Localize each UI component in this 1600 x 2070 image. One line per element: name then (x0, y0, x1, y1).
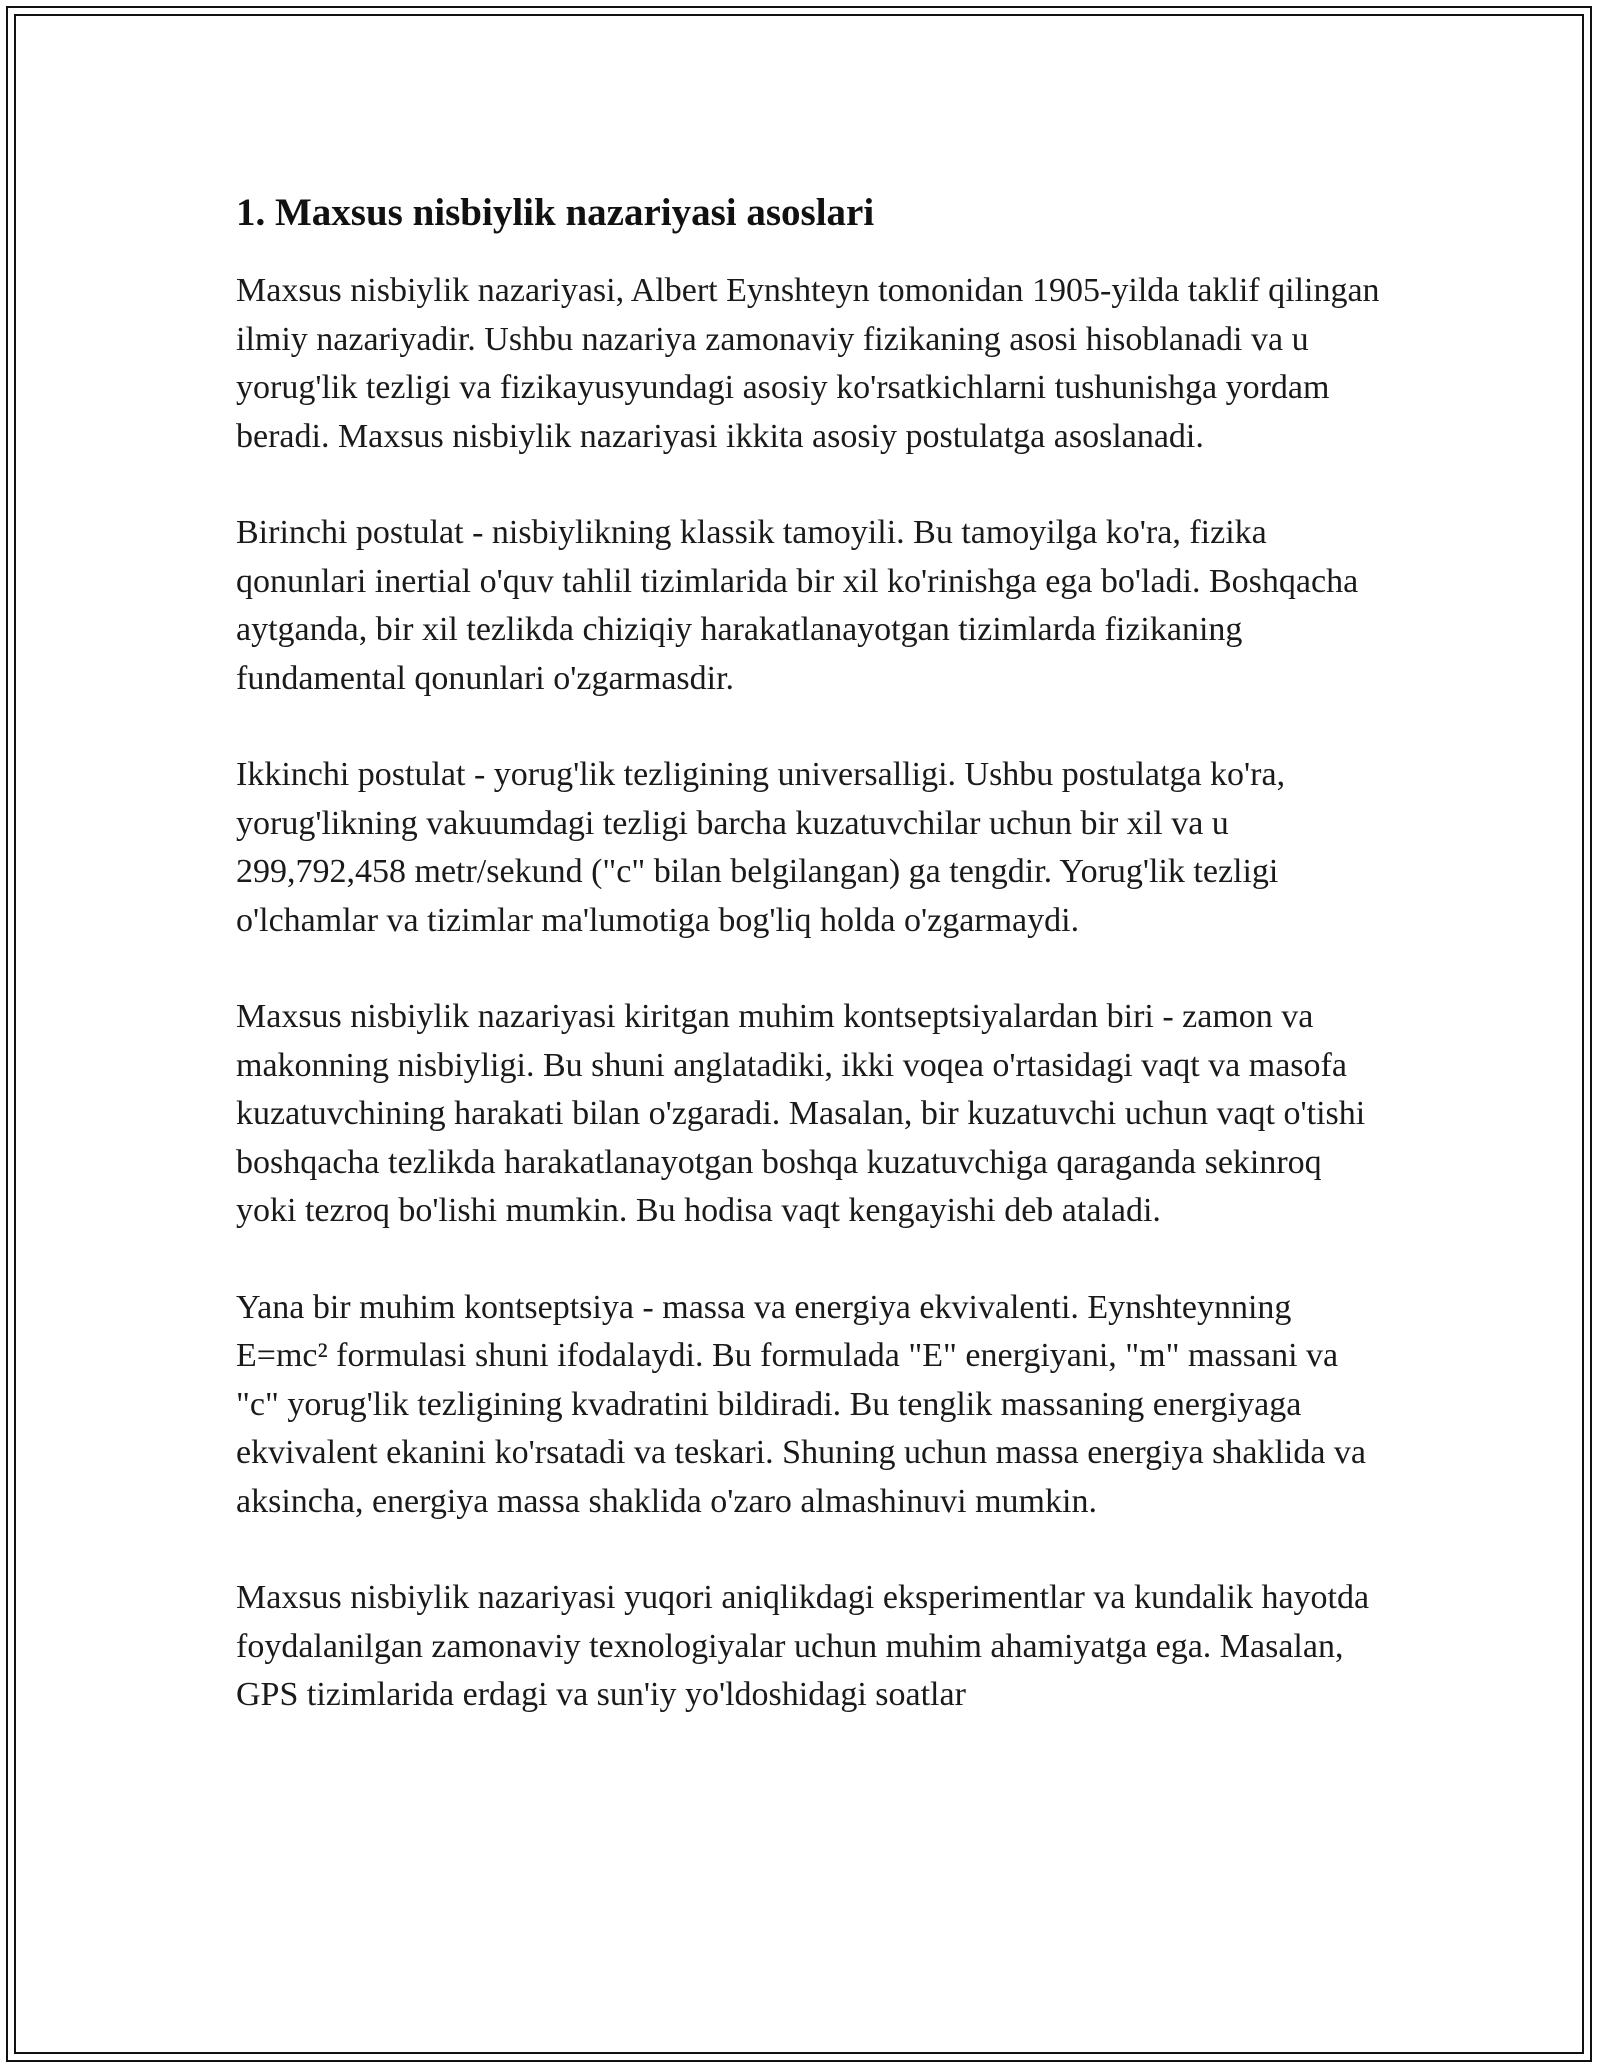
paragraph-first-postulate: Birinchi postulat - nisbiylikning klassik tamoyili. Bu tamoyilga ko'ra, fizika qonunlari inertial o'quv tahlil tizimlarida bir xil ko'rinishga ega bo'ladi. Boshqacha aytganda, bir xil tezlikda chiziqiy harakatlanayotgan tizimlarda fizikaning fundamental qonunlari o'zgarmasdir. (236, 514, 1359, 697)
paragraph-second-postulate: Ikkinchi postulat - yorug'lik tezligining universalligi. Ushbu postulatga ko'ra, yorug'likning vakuumdagi tezligi barcha kuzatuvchilar uchun bir xil va u 299,792,458 metr/sekund ("c" bilan belgilangan) ga tengdir. Yorug'lik tezligi o'lchamlar va tizimlar ma'lumotiga bog'liq holda o'zgarmaydi. (236, 756, 1286, 939)
paragraph-introduction: Maxsus nisbiylik nazariyasi, Albert Eynshteyn tomonidan 1905-yilda taklif qilingan ilmiy nazariyadir. Ushbu nazariya zamonaviy fizikaning asosi hisoblanadi va u yorug'lik tezligi va fizikayusyundagi asosiy ko'rsatkichlarni tushunishga yordam beradi. Maxsus nisbiylik nazariyasi ikkita asosiy postulatga asoslanadi. (236, 272, 1380, 455)
paragraph-relativity-of-time: Maxsus nisbiylik nazariyasi kiritgan muhim kontseptsiyalardan biri - zamon va makonning nisbiyligi. Bu shuni anglatadiki, ikki voqea o'rtasidagi vaqt va masofa kuzatuvchining harakati bilan o'zgaradi. Masalan, bir kuzatuvchi uchun vaqt o'tishi boshqacha tezlikda harakatlanayotgan boshqa kuzatuvchiga qaraganda sekinroq yoki tezroq bo'lishi mumkin. Bu hodisa vaqt kengayishi deb ataladi. (236, 998, 1366, 1229)
document-body (236, 185, 1386, 1768)
paragraph-mass-energy: Yana bir muhim kontseptsiya - massa va energiya ekvivalenti. Eynshteynning E=mc² formulasi shuni ifodalaydi. Bu formulada "E" energiyani, "m" massani va "c" yorug'lik tezligining kvadratini bildiradi. Bu tenglik massaning energiyaga ekvivalent ekanini ko'rsatadi va teskari. Shuning uchun massa energiya shaklida va aksincha, energiya massa shaklida o'zaro almashinuvi mumkin. (236, 1288, 1367, 1520)
section-heading: 1. Maxsus nisbiylik nazariyasi asoslari (236, 191, 875, 234)
paragraph-applications: Maxsus nisbiylik nazariyasi yuqori aniqlikdagi eksperimentlar va kundalik hayotda foydalanilgan zamonaviy texnologiyalar uchun muhim ahamiyatga ega. Masalan, GPS tizimlarida erdagi va sun'iy yo'ldoshidagi soatlar (236, 1579, 1370, 1713)
